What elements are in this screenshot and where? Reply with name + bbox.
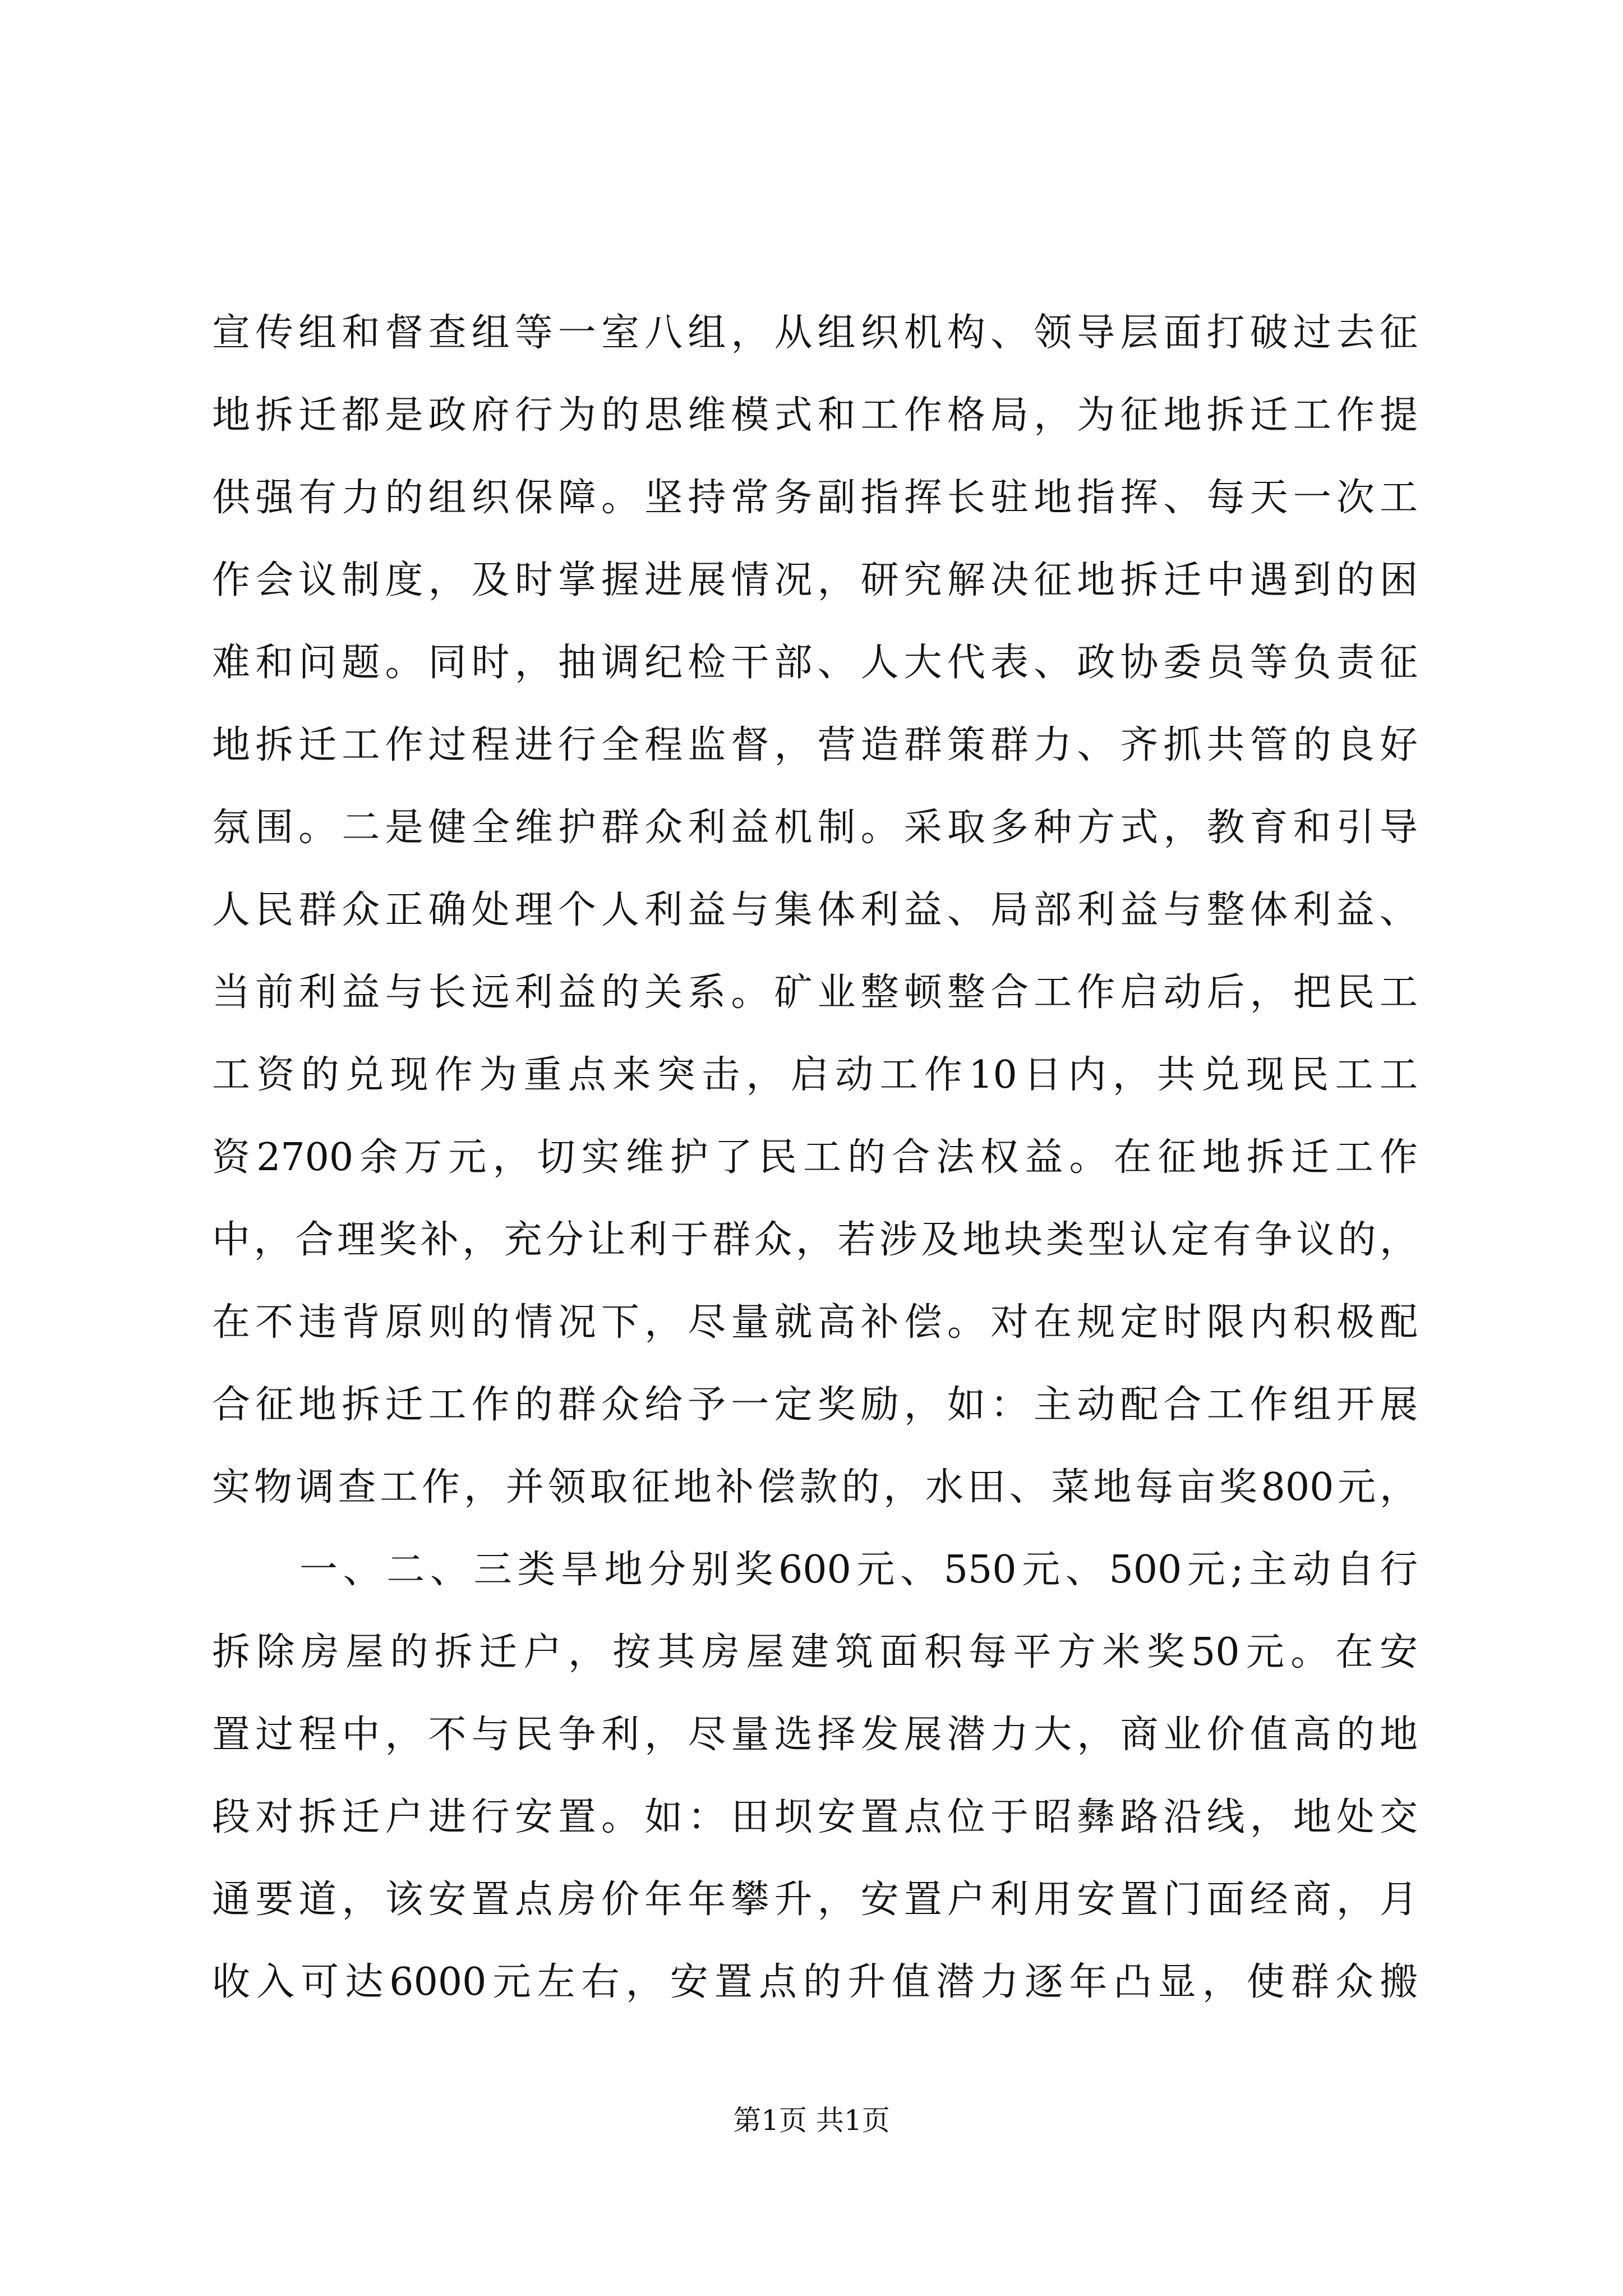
- text-line: 地拆迁工作过程进行全程监督，营造群策群力、齐抓共管的良好: [212, 723, 1418, 767]
- text-line: 当前利益与长远利益的关系。矿业整顿整合工作启动后，把民工: [212, 970, 1418, 1015]
- text-line: 作会议制度，及时掌握进展情况，研究解决征地拆迁中遇到的困: [212, 558, 1418, 602]
- text-line: 在不违背原则的情况下，尽量就高补偿。对在规定时限内积极配: [212, 1300, 1418, 1345]
- text-line: 难和问题。同时，抽调纪检干部、人大代表、政协委员等负责征: [212, 641, 1418, 685]
- text-line: 中，合理奖补，充分让利于群众，若涉及地块类型认定有争议的，: [212, 1218, 1418, 1262]
- text-line: 实物调查工作，并领取征地补偿款的，水田、菜地每亩奖800元，: [212, 1465, 1418, 1510]
- text-line: 段对拆迁户进行安置。如：田坝安置点位于昭彝路沿线，地处交: [212, 1795, 1418, 1839]
- text-line: 宣传组和督查组等一室八组，从组织机构、领导层面打破过去征: [212, 311, 1418, 355]
- text-line: 氛围。二是健全维护群众利益机制。采取多种方式，教育和引导: [212, 806, 1418, 850]
- text-line: 人民群众正确处理个人利益与集体利益、局部利益与整体利益、: [212, 888, 1418, 932]
- text-line: 收入可达6000元左右，安置点的升值潜力逐年凸显，使群众搬: [212, 1960, 1418, 2004]
- text-line: 工资的兑现作为重点来突击，启动工作10日内，共兑现民工工: [212, 1053, 1418, 1097]
- text-line: 地拆迁都是政府行为的思维模式和工作格局，为征地拆迁工作提: [212, 393, 1418, 438]
- text-line: 供强有力的组织保障。坚持常务副指挥长驻地指挥、每天一次工: [212, 476, 1418, 520]
- text-line: 置过程中，不与民争利，尽量选择发展潜力大，商业价值高的地: [212, 1713, 1418, 1757]
- text-line: 合征地拆迁工作的群众给予一定奖励，如：主动配合工作组开展: [212, 1383, 1418, 1427]
- document-body: [212, 292, 1418, 2023]
- text-line: 通要道，该安置点房价年年攀升，安置户利用安置门面经商，月: [212, 1878, 1418, 1922]
- page-number-footer: 第1页 共1页: [733, 2104, 890, 2137]
- text-line: 资2700余万元，切实维护了民工的合法权益。在征地拆迁工作: [212, 1135, 1418, 1180]
- text-line: 拆除房屋的拆迁户，按其房屋建筑面积每平方米奖50元。在安: [212, 1630, 1418, 1674]
- paragraph-first-line: 一、二、三类旱地分别奖600元、550元、500元;主动自行: [299, 1548, 1418, 1592]
